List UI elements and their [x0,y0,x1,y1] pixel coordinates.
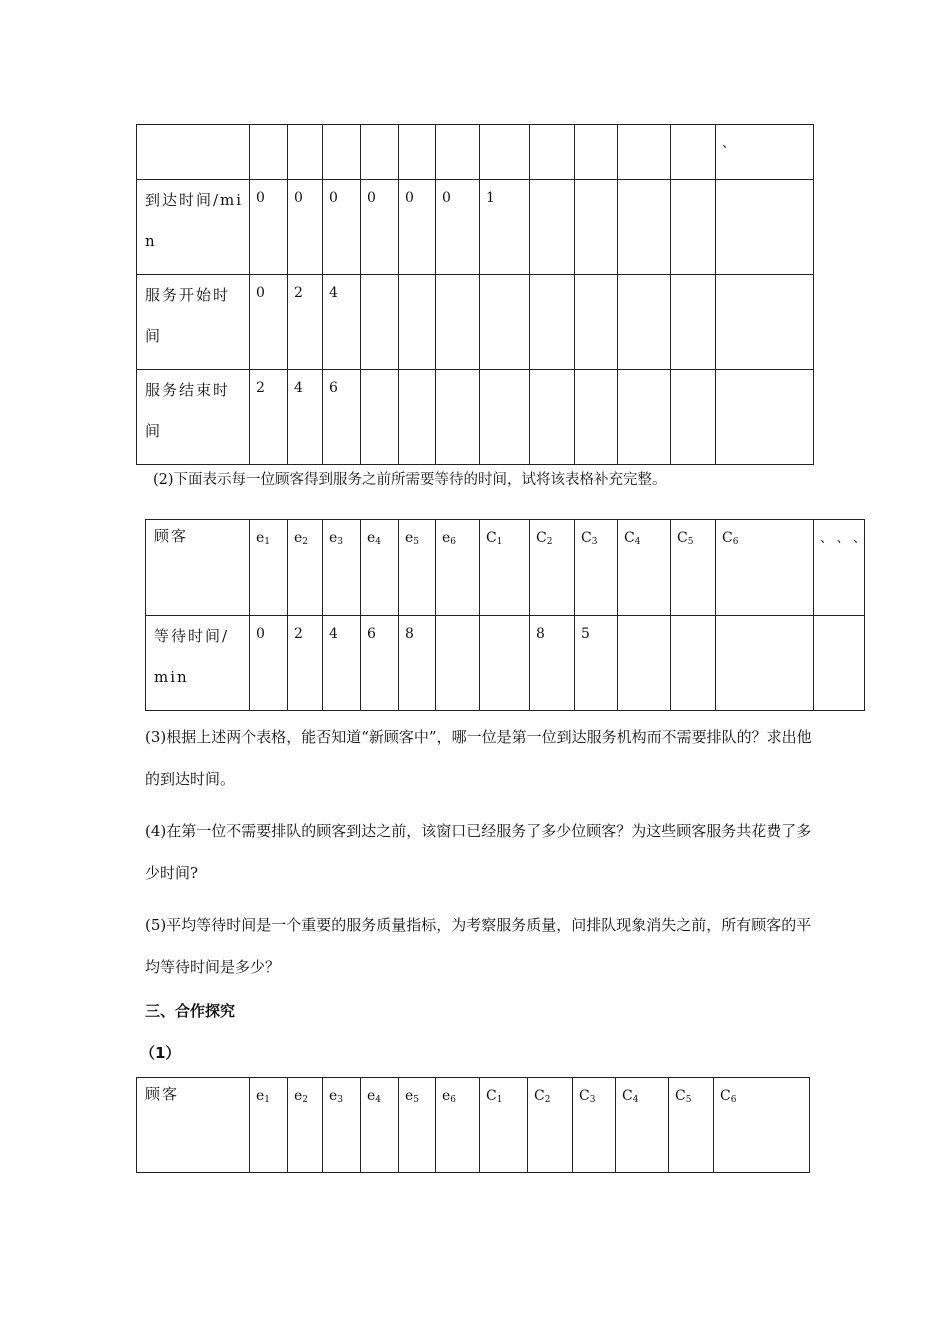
customer-cell: $e_1$ [250,1078,288,1173]
table-cell [716,180,814,275]
customer-cell: $e_1$ [250,520,288,616]
table-cell: 0 [250,616,288,711]
table-cell: 4 [288,370,323,465]
question-3: (3)根据上述两个表格，能否知道“新顾客中”，哪一位是第一位到达服务机构而不需要排队的？求出他的到达时间。 [145,728,812,788]
customer-label: 顾客 [146,520,250,616]
wait-label: 等待时间/min [146,616,250,711]
table-cell [399,275,436,370]
customer-cell: $e_4$ [361,1078,399,1173]
table-cell: 0 [399,180,436,275]
customer-cell: $e_3$ [323,1078,361,1173]
table-cell: 0 [288,180,323,275]
table-cell [361,370,399,465]
table-cell [716,616,814,711]
table-cell [530,275,575,370]
customer-header-row [146,520,865,616]
row-label: 到达时间/min [137,180,250,275]
table-cell [671,275,716,370]
section-title: 三、合作探究 [145,1002,236,1020]
table-cell [814,616,865,711]
question-2: (2)下面表示每一位顾客得到服务之前所需要等待的时间，试将该表格补充完整。 [153,472,667,488]
table-cell [671,180,716,275]
customer-cell: $C_4$ [618,520,671,616]
table-cell [671,616,716,711]
wait-row [146,616,865,711]
question-5: (5)平均等待时间是一个重要的服务质量指标，为考察服务质量，问排队现象消失之前，所有顾客的平均等待时间是多少？ [145,916,812,976]
table-cell: 4 [323,616,361,711]
table-cell: 0 [436,180,480,275]
table-cell: 6 [323,370,361,465]
section-subtitle: （1） [140,1044,181,1062]
customer-cell: $e_3$ [323,520,361,616]
table-cell: 0 [323,180,361,275]
table-cell: 6 [361,616,399,711]
service-time-table [136,124,814,465]
question-4: (4)在第一位不需要排队的顾客到达之前，该窗口已经服务了多少位顾客？为这些顾客服务共花费了多少时间? [145,822,812,882]
customer-cell: $C_2$ [528,1078,573,1173]
table-cell [716,370,814,465]
table-row [137,275,814,370]
table-cell [575,275,618,370]
customer-cell: $C_1$ [480,1078,528,1173]
wait-time-table [145,519,877,711]
table-cell [671,370,716,465]
table-cell [480,370,530,465]
table-cell [716,275,814,370]
customer-cell: $C_4$ [616,1078,669,1173]
customer-header-row [137,1078,810,1173]
ellipsis-cell: 、、、 [814,520,865,616]
customer-cell: $e_6$ [436,1078,480,1173]
table-cell [575,370,618,465]
table-cell: 8 [399,616,436,711]
table-row [137,125,814,180]
table-cell [530,370,575,465]
customer-cell: $e_2$ [288,1078,323,1173]
table-cell [436,616,480,711]
table-cell [399,370,436,465]
table-cell [480,616,530,711]
customer-cell: $e_6$ [436,520,480,616]
table-cell: 1 [480,180,530,275]
table-cell [618,370,671,465]
table-cell [618,616,671,711]
customer-cell: $C_5$ [669,1078,714,1173]
table-cell: 0 [361,180,399,275]
table-cell: 0 [250,180,288,275]
customer-cell: $e_4$ [361,520,399,616]
ellipsis-cell: 、 [716,125,814,180]
customer-cell: $C_3$ [575,520,618,616]
customer-cell: $C_5$ [671,520,716,616]
table-cell: 0 [250,275,288,370]
table-row [137,180,814,275]
table-row [137,370,814,465]
table-cell: 8 [530,616,575,711]
table-cell: 2 [288,275,323,370]
table-cell [480,275,530,370]
customer-cell: $C_3$ [573,1078,616,1173]
table-cell: 2 [250,370,288,465]
table-cell: 4 [323,275,361,370]
cooperation-customer-table [136,1077,810,1173]
row-label: 服务结束时间 [137,370,250,465]
customer-cell: $C_6$ [716,520,814,616]
table-cell [575,180,618,275]
table-cell [436,370,480,465]
customer-cell: $e_5$ [399,1078,436,1173]
table-cell: 2 [288,616,323,711]
table-cell [361,275,399,370]
customer-label: 顾客 [137,1078,250,1173]
table-cell [618,180,671,275]
table-cell [530,180,575,275]
customer-cell: $e_2$ [288,520,323,616]
customer-cell: $C_6$ [714,1078,810,1173]
row-label: 服务开始时间 [137,275,250,370]
table-cell [618,275,671,370]
customer-cell: $e_5$ [399,520,436,616]
table-cell: 5 [575,616,618,711]
customer-cell: $C_2$ [530,520,575,616]
customer-cell: $C_1$ [480,520,530,616]
table-cell [436,275,480,370]
